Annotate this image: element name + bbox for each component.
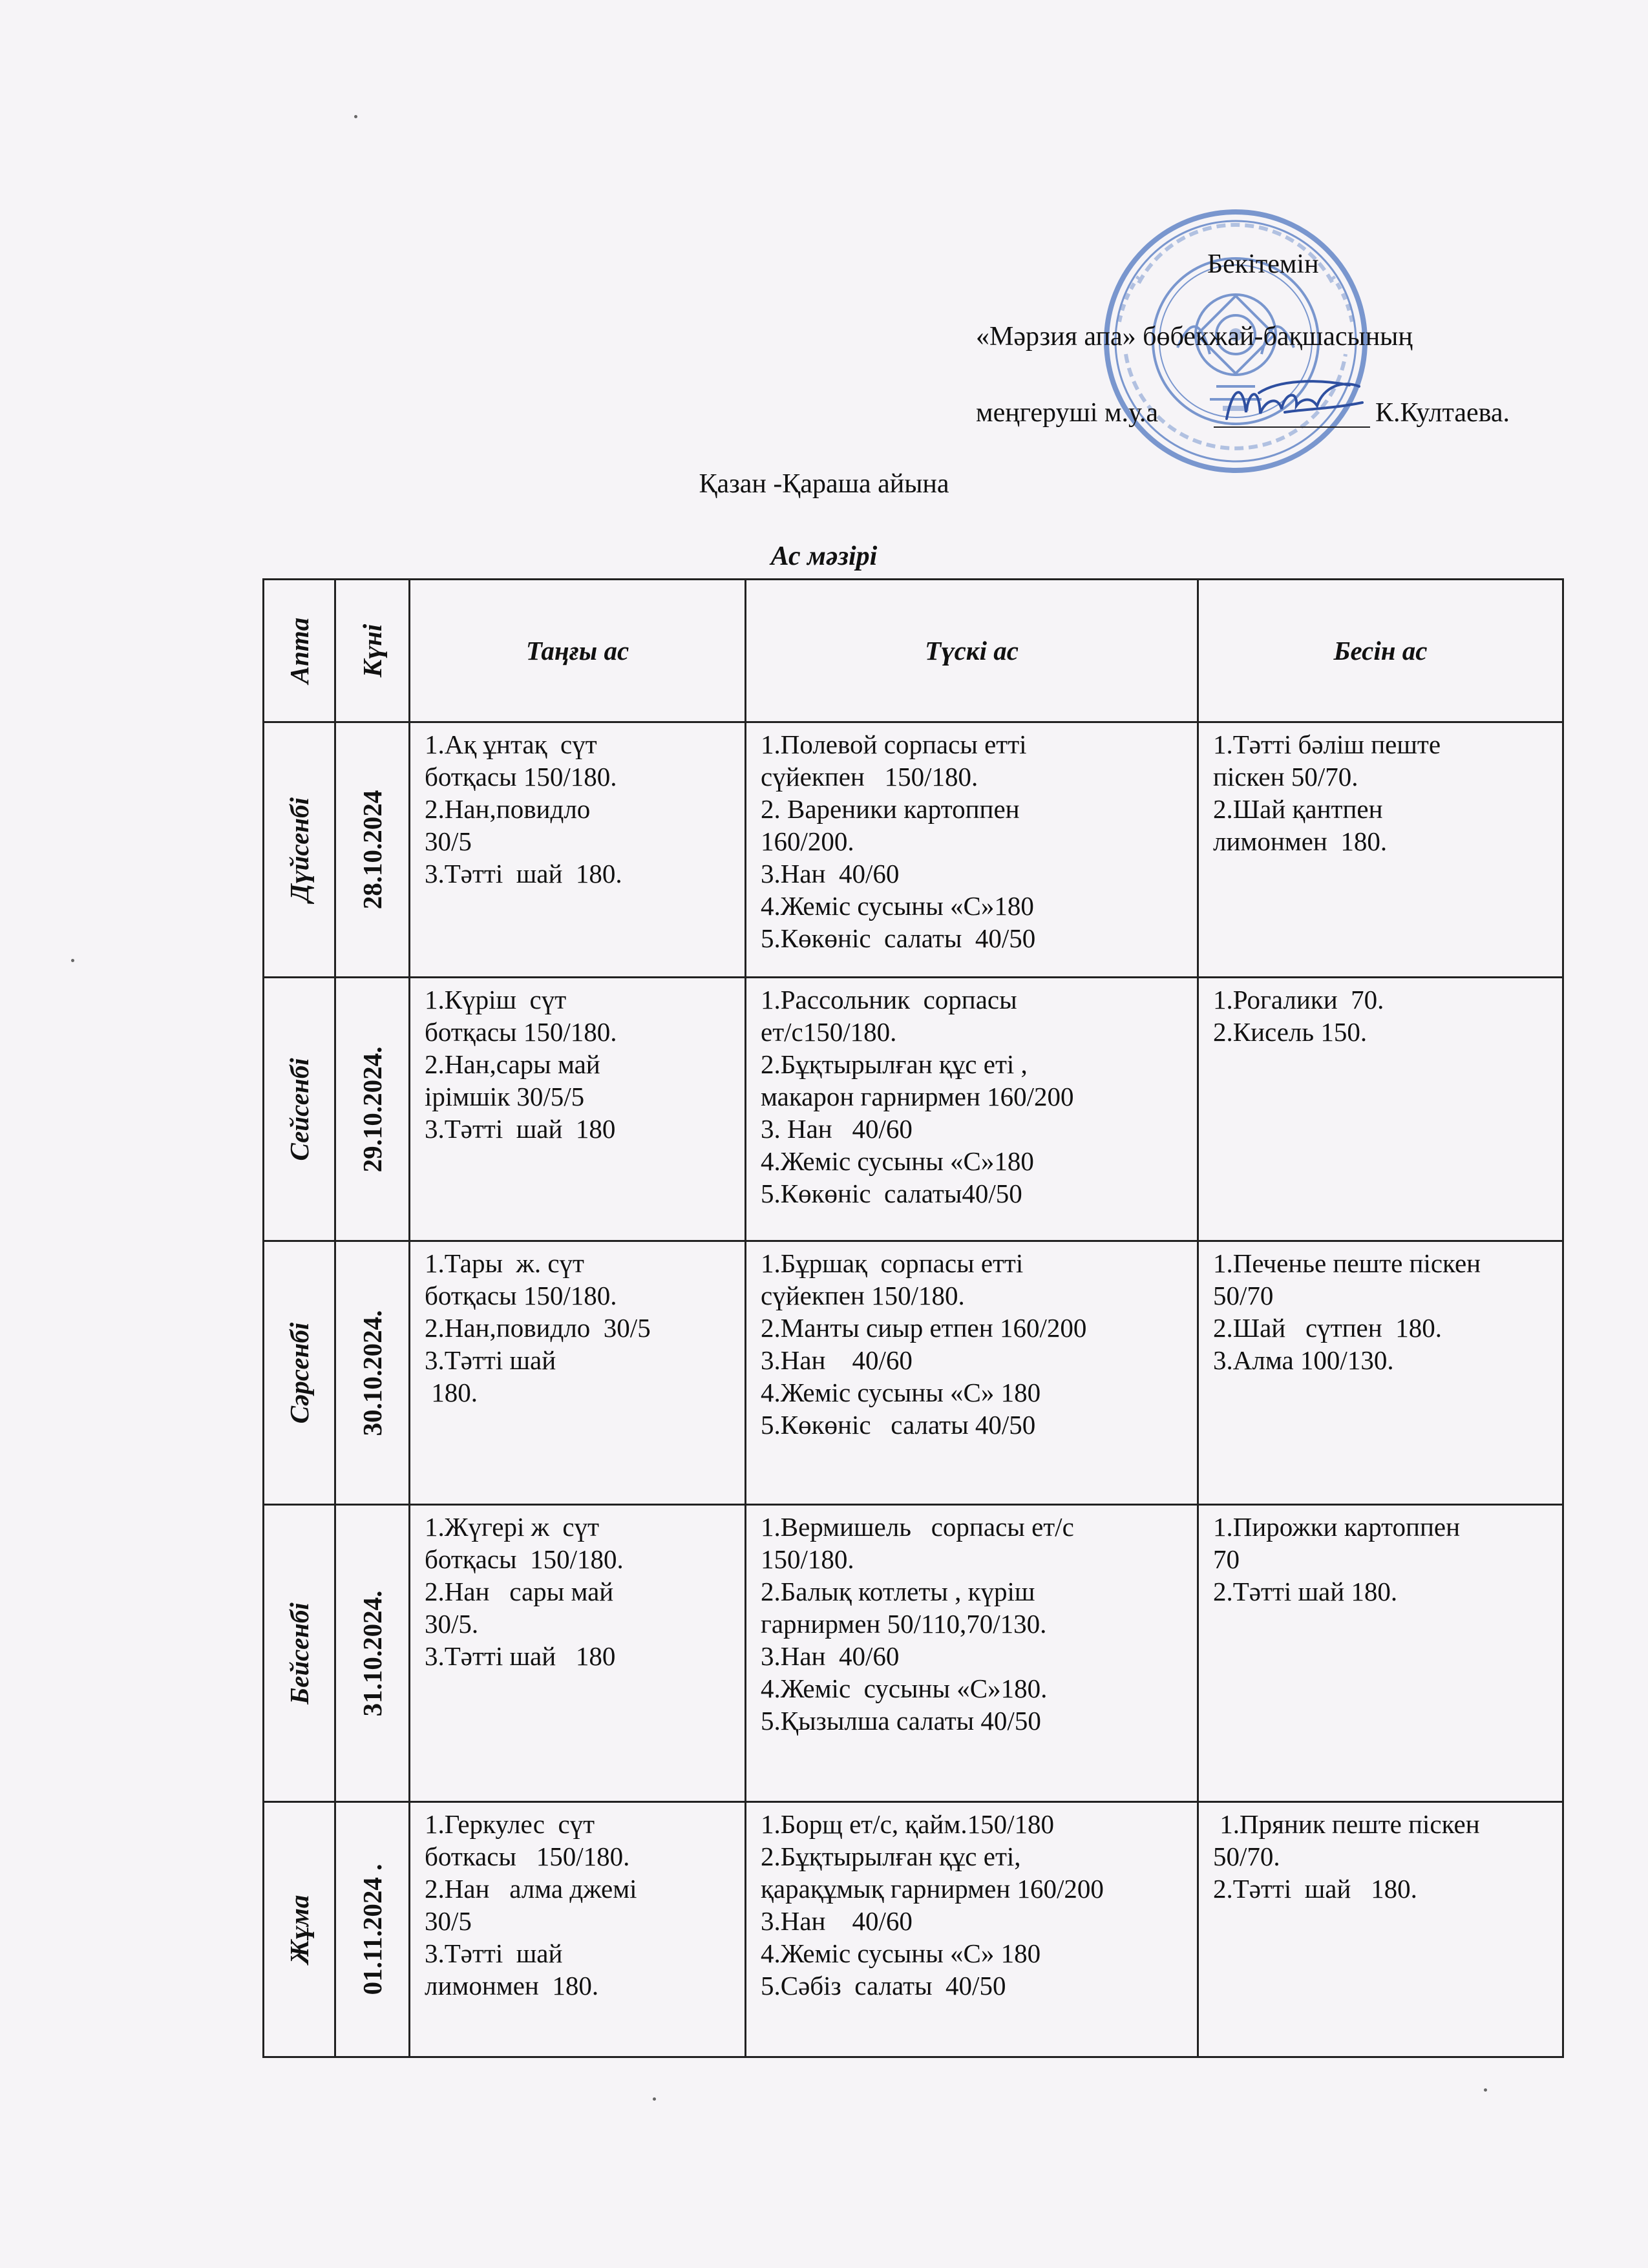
header-breakfast: Таңғы ас <box>410 580 746 722</box>
snack-cell <box>1198 978 1563 1241</box>
lunch-item-line: 5.Сәбіз салаты 40/50 <box>761 1971 1006 2000</box>
breakfast-item-line: 1.Жүгері ж сүт <box>425 1512 600 1542</box>
breakfast-item-line: 2.Нан,повидло 30/5 <box>425 1313 651 1343</box>
breakfast-item-line: лимонмен 180. <box>425 1971 599 2000</box>
breakfast-item-line: 2.Нан сары май <box>425 1577 614 1606</box>
breakfast-item-line: 3.Тәтті шай 180 <box>425 1114 616 1144</box>
lunch-item-line: 3.Нан 40/60 <box>761 859 900 888</box>
lunch-item-line: 160/200. <box>761 826 854 856</box>
date-cell <box>335 1505 410 1802</box>
week-day-label: Сәрсенбі <box>284 1322 314 1423</box>
lunch-item-line: 1.Бұршақ сорпасы етті <box>761 1248 1024 1278</box>
approval-title: Бекітемін <box>1207 249 1319 279</box>
lunch-item-line: 5.Қызылша салаты 40/50 <box>761 1706 1041 1736</box>
lunch-item-line: 3.Нан 40/60 <box>761 1906 913 1936</box>
lunch-item-line: 5.Көкөніс салаты 40/50 <box>761 923 1036 953</box>
snack-item-line: 2.Тәтті шай 180. <box>1213 1577 1398 1606</box>
breakfast-cell <box>410 1802 746 2057</box>
snack-item-line: 2.Шай сүтпен 180. <box>1213 1313 1442 1343</box>
snack-item-line: 50/70 <box>1213 1281 1274 1310</box>
date-label: 29.10.2024. <box>357 1046 387 1172</box>
head-name: К.Култаева. <box>1375 398 1510 428</box>
week-day-label: Сейсенбі <box>284 1057 314 1161</box>
table-row <box>264 978 1563 1241</box>
lunch-item-line: 150/180. <box>761 1544 854 1574</box>
breakfast-cell <box>410 978 746 1241</box>
kindergarten-name: «Мәрзия апа» бөбекжай-бақшасының <box>976 322 1413 352</box>
snack-item-line: 1.Пряник пеште піскен <box>1213 1809 1480 1839</box>
snack-item-line: 1.Тәтті бәліш пеште <box>1213 730 1441 759</box>
breakfast-item-line: ботқасы 150/180. <box>425 1281 617 1310</box>
date-cell <box>335 1802 410 2057</box>
snack-item-line: 1.Пирожки картоппен <box>1213 1512 1461 1542</box>
table-row <box>264 722 1563 978</box>
lunch-item-line: 1.Борщ ет/с, қайм.150/180 <box>761 1809 1054 1839</box>
header-week: Апта <box>264 580 335 722</box>
snack-cell <box>1198 722 1563 978</box>
table-header-row <box>264 580 1563 722</box>
lunch-cell <box>746 1802 1198 2057</box>
date-label: 28.10.2024 <box>357 790 387 910</box>
lunch-item-line: 3.Нан 40/60 <box>761 1345 913 1375</box>
lunch-item-line: қарақұмық гарнирмен 160/200 <box>761 1874 1104 1904</box>
header-day: Күні <box>335 580 410 722</box>
scan-speck <box>1484 2088 1487 2092</box>
snack-cell <box>1198 1241 1563 1505</box>
lunch-cell <box>746 978 1198 1241</box>
breakfast-item-line: 2.Нан,повидло <box>425 794 591 824</box>
date-cell <box>335 978 410 1241</box>
week-day-cell <box>264 1241 335 1505</box>
lunch-cell <box>746 722 1198 978</box>
breakfast-item-line: 30/5. <box>425 1609 479 1639</box>
breakfast-item-line: 30/5 <box>425 826 472 856</box>
lunch-item-line: макарон гарнирмен 160/200 <box>761 1082 1074 1111</box>
lunch-item-line: 4.Жеміс сусыны «С»180. <box>761 1674 1048 1703</box>
handwritten-signature <box>1220 373 1369 432</box>
lunch-item-line: 5.Көкөніс салаты40/50 <box>761 1179 1022 1208</box>
table-row <box>264 1241 1563 1505</box>
header-lunch: Түскі ас <box>746 580 1198 722</box>
lunch-item-line: сүйекпен 150/180. <box>761 762 978 792</box>
date-cell <box>335 1241 410 1505</box>
breakfast-cell <box>410 1505 746 1802</box>
lunch-item-line: 1.Вермишель сорпасы ет/с <box>761 1512 1074 1542</box>
date-label: 01.11.2024 . <box>357 1864 387 1995</box>
lunch-item-line: 1.Рассольник сорпасы <box>761 985 1017 1014</box>
signature-line <box>1214 426 1370 428</box>
lunch-item-line: 2.Бұқтырылған құс еті , <box>761 1049 1028 1079</box>
snack-item-line: 1.Печенье пеште піскен <box>1213 1248 1481 1278</box>
menu-table <box>262 578 1564 2058</box>
header-snack: Бесін ас <box>1198 580 1563 722</box>
week-day-label: Бейсенбі <box>284 1602 314 1705</box>
lunch-item-line: 4.Жеміс сусыны «С» 180 <box>761 1378 1041 1407</box>
snack-item-line: 2.Кисель 150. <box>1213 1017 1368 1047</box>
lunch-item-line: 2.Манты сиыр етпен 160/200 <box>761 1313 1087 1343</box>
week-day-cell <box>264 1505 335 1802</box>
scan-speck <box>71 959 74 962</box>
breakfast-item-line: ірімшік 30/5/5 <box>425 1082 585 1111</box>
scan-speck <box>354 115 357 118</box>
snack-item-line: лимонмен 180. <box>1213 826 1388 856</box>
lunch-item-line: 1.Полевой сорпасы етті <box>761 730 1027 759</box>
date-label: 31.10.2024. <box>357 1590 387 1716</box>
menu-title: Ас мәзірі <box>770 541 878 571</box>
snack-cell <box>1198 1505 1563 1802</box>
breakfast-item-line: 3.Тәтті шай 180 <box>425 1641 616 1671</box>
week-day-label: Дүйсенбі <box>284 797 314 902</box>
breakfast-item-line: боткасы 150/180. <box>425 1842 630 1871</box>
breakfast-item-line: ботқасы 150/180. <box>425 762 617 792</box>
snack-item-line: 1.Рогалики 70. <box>1213 985 1384 1014</box>
breakfast-item-line: 1.Тары ж. сүт <box>425 1248 584 1278</box>
lunch-item-line: 2.Бұқтырылған құс еті, <box>761 1842 1021 1871</box>
breakfast-item-line: ботқасы 150/180. <box>425 1017 617 1047</box>
breakfast-item-line: 1.Ақ ұнтақ сүт <box>425 730 597 759</box>
lunch-item-line: 3.Нан 40/60 <box>761 1641 900 1671</box>
lunch-item-line: 4.Жеміс сусыны «С»180 <box>761 1146 1034 1176</box>
date-label: 30.10.2024. <box>357 1310 387 1436</box>
breakfast-item-line: 3.Тәтті шай 180. <box>425 859 622 888</box>
lunch-cell <box>746 1505 1198 1802</box>
snack-item-line: 70 <box>1213 1544 1240 1574</box>
period-title: Қазан -Қараша айына <box>699 469 949 499</box>
lunch-item-line: 3. Нан 40/60 <box>761 1114 913 1144</box>
breakfast-item-line: 3.Тәтті шай <box>425 1345 556 1375</box>
date-cell <box>335 722 410 978</box>
breakfast-item-line: 1.Күріш сүт <box>425 985 567 1014</box>
snack-cell <box>1198 1802 1563 2057</box>
breakfast-item-line: ботқасы 150/180. <box>425 1544 624 1574</box>
breakfast-cell <box>410 722 746 978</box>
lunch-item-line: гарнирмен 50/110,70/130. <box>761 1609 1047 1639</box>
lunch-item-line: 4.Жеміс сусыны «С»180 <box>761 891 1034 921</box>
lunch-item-line: ет/с150/180. <box>761 1017 897 1047</box>
snack-item-line: 2.Тәтті шай 180. <box>1213 1874 1417 1904</box>
week-day-cell <box>264 978 335 1241</box>
scan-speck <box>653 2097 656 2101</box>
lunch-item-line: сүйекпен 150/180. <box>761 1281 965 1310</box>
breakfast-item-line: 1.Геркулес сүт <box>425 1809 595 1839</box>
breakfast-item-line: 2.Нан алма джемі <box>425 1874 637 1904</box>
breakfast-item-line: 180. <box>425 1378 478 1407</box>
snack-item-line: 50/70. <box>1213 1842 1280 1871</box>
week-day-label: Жұма <box>284 1895 314 1964</box>
head-position-label: меңгеруші м.у.а <box>976 398 1158 428</box>
breakfast-item-line: 3.Тәтті шай <box>425 1938 563 1968</box>
lunch-item-line: 2. Вареники картоппен <box>761 794 1020 824</box>
table-row <box>264 1802 1563 2057</box>
week-day-cell <box>264 722 335 978</box>
lunch-item-line: 4.Жеміс сусыны «С» 180 <box>761 1938 1041 1968</box>
snack-item-line: 2.Шай қантпен <box>1213 794 1383 824</box>
breakfast-item-line: 2.Нан,сары май <box>425 1049 600 1079</box>
snack-item-line: піскен 50/70. <box>1213 762 1358 792</box>
week-day-cell <box>264 1802 335 2057</box>
table-row <box>264 1505 1563 1802</box>
lunch-item-line: 5.Көкөніс салаты 40/50 <box>761 1410 1036 1440</box>
lunch-cell <box>746 1241 1198 1505</box>
breakfast-cell <box>410 1241 746 1505</box>
lunch-item-line: 2.Балық котлеты , күріш <box>761 1577 1035 1606</box>
snack-item-line: 3.Алма 100/130. <box>1213 1345 1394 1375</box>
breakfast-item-line: 30/5 <box>425 1906 472 1936</box>
